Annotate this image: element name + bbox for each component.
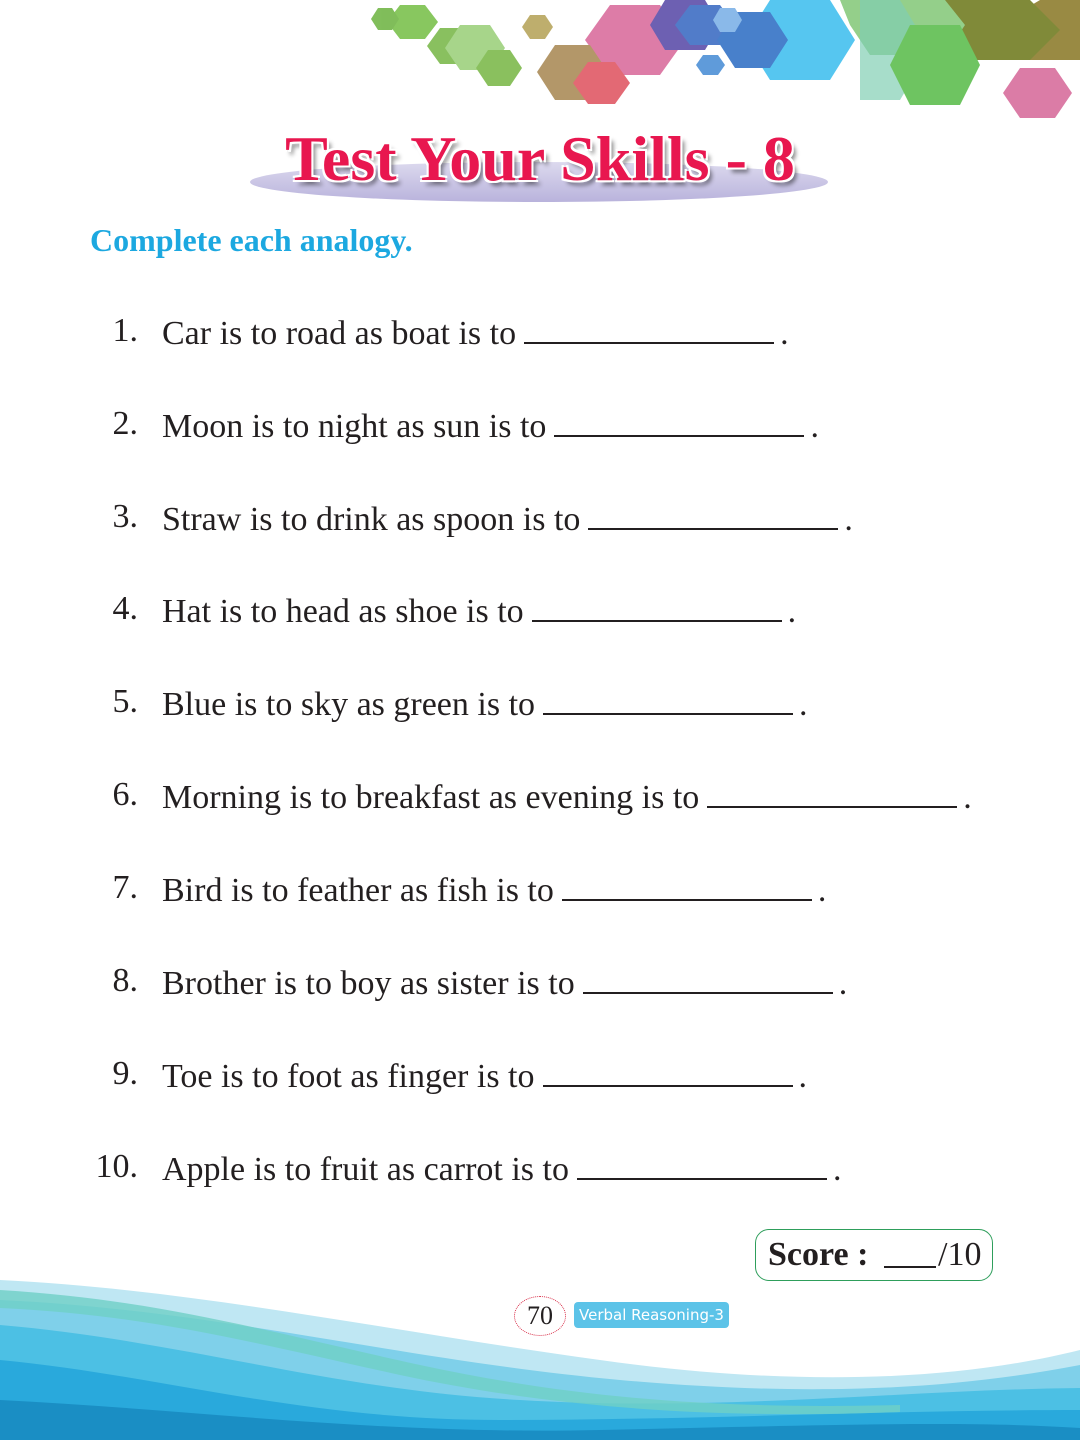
period: . [787, 593, 797, 630]
answer-blank[interactable] [588, 498, 838, 530]
question-text: Moon is to night as sun is to [162, 408, 547, 445]
question-number: 1. [112, 312, 138, 349]
question-text: Straw is to drink as spoon is to [162, 501, 581, 538]
question-number: 8. [112, 962, 138, 999]
question-line [162, 405, 819, 446]
answer-blank[interactable] [583, 962, 833, 994]
score-answer-blank[interactable] [884, 1266, 936, 1268]
score-total: /10 [938, 1236, 982, 1273]
question-line [162, 498, 853, 539]
question-text: Morning is to breakfast as evening is to [162, 779, 700, 816]
period: . [963, 779, 972, 816]
score-label: Score : [768, 1236, 869, 1273]
answer-blank[interactable] [543, 1055, 793, 1087]
period: . [798, 1058, 808, 1095]
question-text: Blue is to sky as green is to [162, 686, 536, 723]
answer-blank[interactable] [524, 312, 774, 344]
page-number: 70 [514, 1296, 566, 1336]
question-number: 6. [112, 776, 138, 813]
question-number: 2. [112, 405, 138, 442]
question-line [162, 869, 826, 910]
question-line [162, 312, 789, 353]
question-line [162, 1055, 807, 1096]
question-line [162, 1148, 841, 1189]
answer-blank[interactable] [554, 405, 804, 437]
question-number: 4. [112, 590, 138, 627]
question-text: Toe is to foot as finger is to [162, 1058, 535, 1095]
question-text: Apple is to fruit as carrot is to [162, 1151, 569, 1188]
question-line [162, 962, 847, 1003]
question-line [162, 776, 972, 817]
question-text: Car is to road as boat is to [162, 315, 517, 352]
question-number: 9. [112, 1055, 138, 1092]
page-title: Test Your Skills - 8 [285, 123, 795, 194]
answer-blank[interactable] [543, 683, 793, 715]
period: . [780, 315, 789, 352]
period: . [817, 872, 827, 909]
period: . [838, 965, 848, 1002]
question-text: Bird is to feather as fish is to [162, 872, 554, 909]
question-text: Hat is to head as shoe is to [162, 593, 524, 630]
period: . [844, 501, 853, 538]
question-line [162, 590, 796, 631]
title-banner [250, 110, 830, 200]
period: . [799, 686, 808, 723]
period: . [810, 408, 819, 445]
question-number: 10. [95, 1148, 138, 1185]
question-number: 5. [112, 683, 138, 720]
question-number: 3. [112, 498, 138, 535]
question-text: Brother is to boy as sister is to [162, 965, 575, 1002]
instruction-text: Complete each analogy. [90, 222, 413, 258]
question-line [162, 683, 808, 724]
answer-blank[interactable] [562, 869, 812, 901]
period: . [832, 1151, 842, 1188]
answer-blank[interactable] [707, 776, 957, 808]
question-number: 7. [112, 869, 138, 906]
answer-blank[interactable] [532, 590, 782, 622]
answer-blank[interactable] [577, 1148, 827, 1180]
book-title-tag: Verbal Reasoning-3 [574, 1302, 729, 1328]
